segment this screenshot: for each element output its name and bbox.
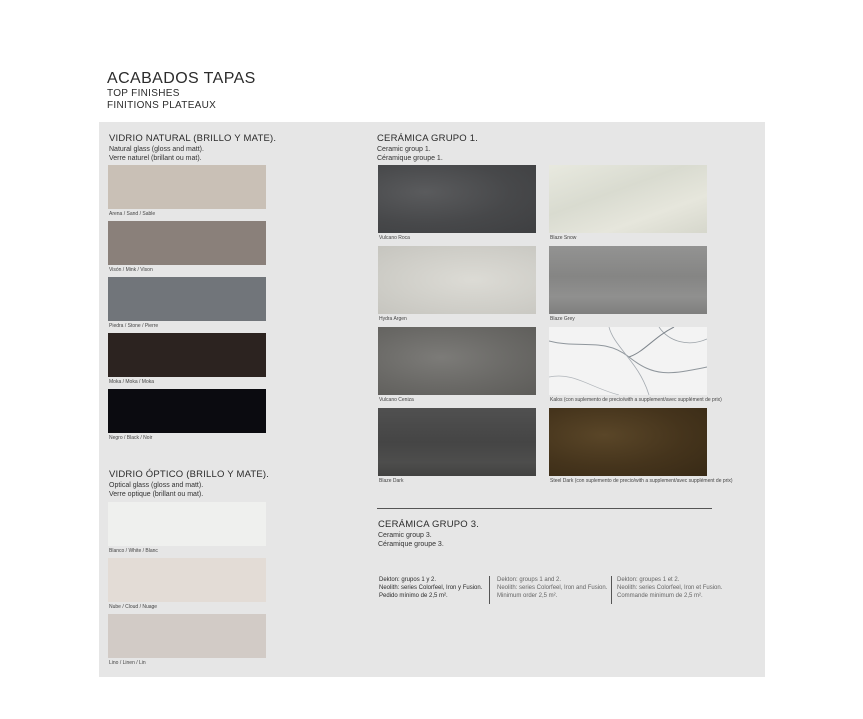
swatch-label: Blanco / White / Blanc — [109, 548, 158, 554]
note-en — [497, 576, 607, 600]
swatch-kalos — [549, 327, 707, 395]
swatch-label: Hydra Argen — [379, 316, 407, 322]
note-fr-line: Dekton: groupes 1 et 2. — [617, 577, 680, 583]
page-title: ACABADOS TAPAS — [107, 70, 256, 87]
swatch-label: Steel Dark (con suplemento de precio/with a supplement/avec supplément de prix) — [550, 478, 733, 484]
swatch-piedra — [108, 277, 266, 321]
swatch-blanco — [108, 502, 266, 546]
swatch-label: Moka / Moka / Moka — [109, 379, 155, 385]
swatch-vulcano-ceniza — [378, 327, 536, 395]
natural-glass-fr: Verre naturel (brillant ou mat). — [109, 155, 202, 162]
swatch-label: Blaze Dark — [379, 478, 404, 484]
note-es-line: Dekton: grupos 1 y 2. — [379, 577, 437, 583]
note-es-line: Pedido mínimo de 2,5 m². — [379, 593, 448, 599]
ceramic3-title: CERÁMICA GRUPO 3. — [378, 519, 480, 530]
ceramic1-en: Ceramic group 1. — [377, 146, 431, 153]
swatch-lino — [108, 614, 266, 658]
swatch-label: Negro / Black / Noir — [109, 435, 153, 441]
ceramic3-fr: Céramique groupe 3. — [378, 541, 444, 548]
swatch-label: Vulcano Ceniza — [379, 397, 414, 403]
ceramic3-en: Ceramic group 3. — [378, 532, 432, 539]
swatch-blaze-dark — [378, 408, 536, 476]
note-es — [379, 576, 482, 600]
note-en-line: Dekton: groups 1 and 2. — [497, 577, 562, 583]
note-en-line: Minimum order 2,5 m². — [497, 593, 558, 599]
optical-glass-title: VIDRIO ÓPTICO (BRILLO Y MATE). — [109, 469, 270, 480]
swatch-negro — [108, 389, 266, 433]
swatch-vison — [108, 221, 266, 265]
swatch-label: Nube / Cloud / Nuage — [109, 604, 158, 610]
note-fr-line: Neolith: series Colorfeel, Iron et Fusion. — [617, 585, 723, 591]
swatch-label: Kalos (con suplemento de precio/with a supplement/avec supplément de prix) — [550, 397, 722, 403]
swatch-label: Lino / Linen / Lin — [109, 660, 146, 666]
note-fr-line: Commande minimum de 2,5 m². — [617, 593, 703, 599]
swatch-label: Blaze Snow — [550, 235, 577, 241]
note-es-line: Neolith: series Colorfeel, Iron y Fusion. — [379, 585, 483, 591]
swatch-hydra-argen — [378, 246, 536, 314]
natural-glass-en: Natural glass (gloss and matt). — [109, 146, 204, 153]
section-divider — [377, 508, 712, 509]
note-separator — [611, 576, 612, 604]
swatch-label: Vulcano Roca — [379, 235, 410, 241]
note-en-line: Neolith: series Colorfeel, Iron and Fusion. — [497, 585, 608, 591]
swatch-steel-dark — [549, 408, 707, 476]
note-fr — [617, 576, 722, 600]
page-subtitle-fr: FINITIONS PLATEAUX — [107, 100, 217, 111]
ceramic1-title: CERÁMICA GRUPO 1. — [377, 133, 479, 144]
swatch-blaze-snow — [549, 165, 707, 233]
note-separator — [489, 576, 490, 604]
page-subtitle-en: TOP FINISHES — [107, 88, 180, 99]
swatch-arena — [108, 165, 266, 209]
swatch-label: Arena / Sand / Sable — [109, 211, 156, 217]
swatch-label: Blaze Grey — [550, 316, 575, 322]
optical-glass-fr: Verre optique (brillant ou mat). — [109, 491, 204, 498]
swatch-label: Piedra / Stone / Pierre — [109, 323, 159, 329]
natural-glass-title: VIDRIO NATURAL (BRILLO Y MATE). — [109, 133, 277, 144]
swatch-vulcano-roca — [378, 165, 536, 233]
swatch-moka — [108, 333, 266, 377]
swatch-label: Visón / Mink / Vison — [109, 267, 153, 273]
optical-glass-en: Optical glass (gloss and matt). — [109, 482, 204, 489]
swatch-blaze-grey — [549, 246, 707, 314]
ceramic1-fr: Céramique groupe 1. — [377, 155, 443, 162]
swatch-nube — [108, 558, 266, 602]
